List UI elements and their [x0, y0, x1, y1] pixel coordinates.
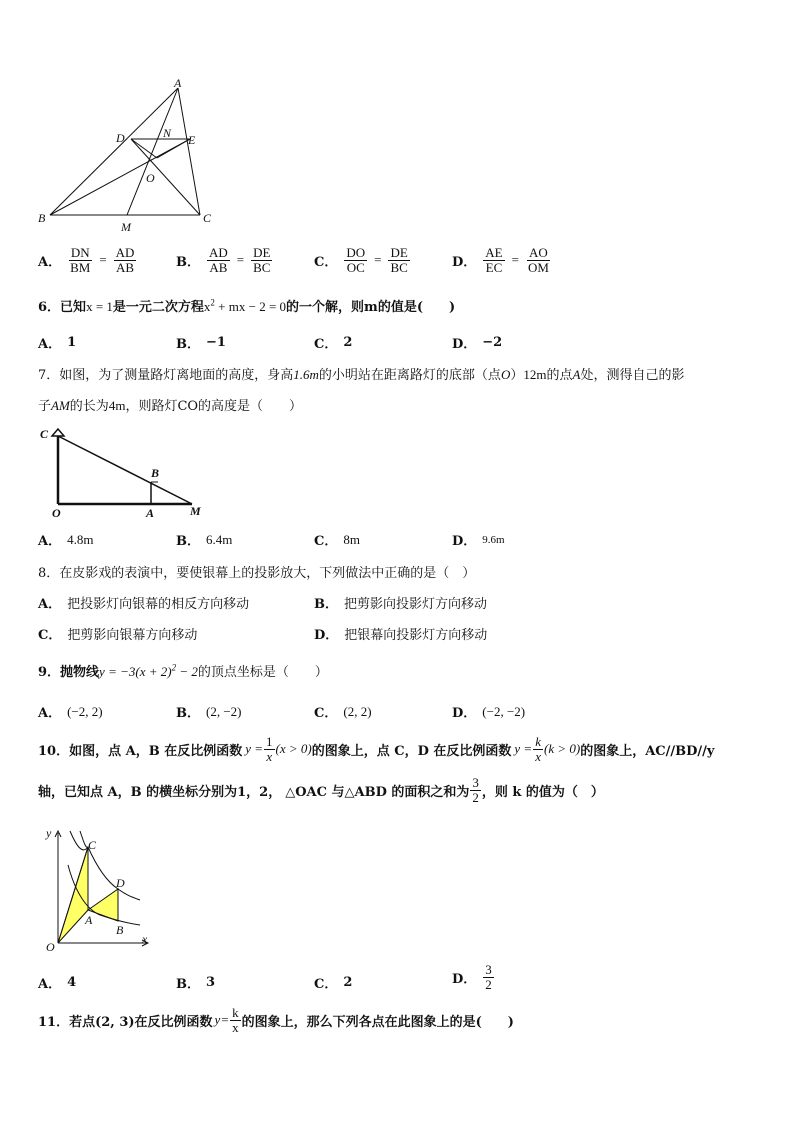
- q5-label-M: M: [121, 220, 131, 234]
- q5-label-C: C: [203, 211, 212, 225]
- q6-option-d[interactable]: D． −2: [452, 335, 503, 352]
- q10-hyperbola-diagram: [40, 825, 160, 953]
- q10-label-O: O: [46, 940, 55, 953]
- q9-option-b[interactable]: B． (2, −2): [176, 703, 242, 721]
- q5-label-O: O: [146, 171, 155, 185]
- q5-option-a-frac1: $\frac{DN}{BM}$: [70, 245, 91, 275]
- q5-triangle-diagram: [30, 78, 220, 236]
- q9-option-c[interactable]: C． (2, 2): [314, 703, 372, 721]
- q10-option-d[interactable]: D． $\frac{3}{2}$: [452, 962, 492, 992]
- q7-option-d[interactable]: D． 9.6m: [452, 533, 505, 549]
- q8-option-b[interactable]: B． 把剪影向投影灯方向移动: [314, 597, 488, 612]
- q7-lamp-diagram: [34, 422, 214, 518]
- q8-option-a[interactable]: A． 把投影灯向银幕的相反方向移动: [38, 597, 250, 612]
- q11-stem: 11．若点(2, 3)在反比例函数 y= $\frac{k}{x}$ 的图象上，那么下列各点在此图象上的是( ): [38, 1005, 514, 1035]
- q10-option-b[interactable]: B． 3: [176, 975, 216, 992]
- q5-option-b[interactable]: B． $\frac{AD}{AB}$ = $\frac{DE}{BC}$: [176, 245, 271, 275]
- q10-label-A: A: [85, 913, 93, 927]
- q5-label-B: B: [38, 211, 46, 225]
- q9-option-d[interactable]: D． (−2, −2): [452, 703, 526, 721]
- q5-option-c[interactable]: C． $\frac{DO}{OC}$ = $\frac{DE}{BC}$: [314, 245, 408, 275]
- q8-option-d[interactable]: D． 把银幕向投影灯方向移动: [314, 628, 488, 643]
- q7-option-a[interactable]: A． 4.8m: [38, 531, 94, 549]
- q5-option-d[interactable]: D． $\frac{AE}{EC}$ = $\frac{AO}{OM}$: [452, 245, 549, 275]
- q7-option-c[interactable]: C． 8m: [314, 531, 360, 549]
- q7-label-M: M: [190, 504, 201, 518]
- q10-option-c[interactable]: C． 2: [314, 975, 353, 992]
- q10-stem-line2: 轴，已知点 A，B 的横坐标分别为1，2， △OAC 与△ABD 的面积之和为 $\frac{3}{2}$ ，则 k 的值为（ ）: [38, 775, 604, 805]
- q7-label-C: C: [40, 427, 49, 441]
- q10-label-x: x: [142, 932, 148, 946]
- q9-option-a[interactable]: A． (−2, 2): [38, 703, 103, 721]
- q7-label-O: O: [52, 506, 61, 518]
- q5-label-E: E: [188, 133, 196, 147]
- q10-label-B: B: [116, 923, 124, 937]
- q5-option-a-letter: A．: [38, 254, 62, 270]
- q6-option-b[interactable]: B． −1: [176, 335, 226, 352]
- q9-stem: 9．抛物线$y = -3(x + 2)^2 - 2$的顶点坐标是（ ）: [38, 662, 328, 680]
- q7-stem-line1: 7．如图，为了测量路灯离地面的高度，身高1.6m的小明站在距离路灯的底部（点O）12m的点A处，测得自己的影: [38, 367, 685, 383]
- q5-label-N: N: [163, 126, 172, 140]
- q8-option-c[interactable]: C． 把剪影向银幕方向移动: [38, 628, 198, 643]
- q5-option-a-frac2: $\frac{AD}{AB}$: [115, 245, 135, 275]
- q5-label-D: D: [116, 131, 125, 145]
- q5-label-A: A: [174, 78, 182, 90]
- q10-label-D: D: [116, 876, 125, 890]
- q10-stem-line1: 10．如图，点 A，B 在反比例函数 y = $\frac{1}{x}$ (x > 0) 的图象上，点 C，D 在反比例函数 y = $\frac{k}{x}$ (k > 0) 的图象上，AC//BD//y: [38, 734, 715, 764]
- q6-option-a[interactable]: A． 1: [38, 335, 77, 352]
- q6-stem: 6．已知x = 1是一元二次方程$x^2$ + mx − 2 = 0的一个解，则m的值是( ): [38, 297, 456, 315]
- q10-label-y: y: [46, 826, 52, 840]
- q8-stem: 8．在皮影戏的表演中，要使银幕上的投影放大，下列做法中正确的是（ ）: [38, 566, 476, 581]
- q7-label-A: A: [146, 506, 155, 518]
- q10-option-a[interactable]: A． 4: [38, 975, 77, 992]
- q10-label-C: C: [88, 838, 97, 852]
- q6-option-c[interactable]: C． 2: [314, 335, 353, 352]
- q7-stem-line2: 子AM的长为4m，则路灯CO的高度是（ ）: [38, 398, 303, 414]
- q7-label-B: B: [151, 466, 160, 480]
- q7-option-b[interactable]: B． 6.4m: [176, 531, 233, 549]
- q5-option-a[interactable]: A． $\frac{DN}{BM}$ = $\frac{AD}{AB}$: [38, 245, 135, 275]
